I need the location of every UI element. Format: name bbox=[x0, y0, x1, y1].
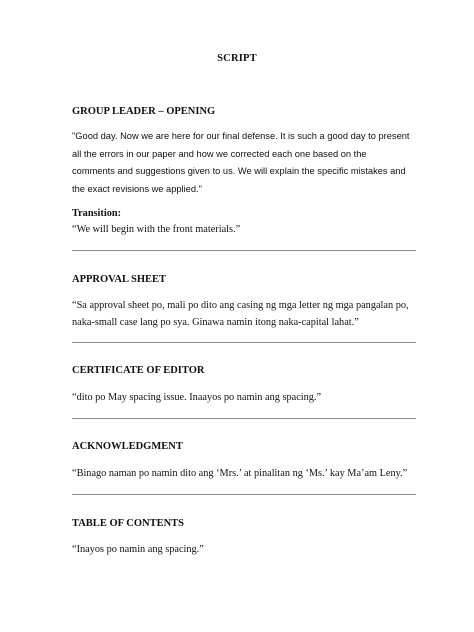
section-heading-opening: GROUP LEADER – OPENING bbox=[72, 106, 216, 117]
document-title: SCRIPT bbox=[217, 53, 257, 64]
acknowledgment-paragraph: “Binago naman po namin dito ang ‘Mrs.’ at pinalitan ng ‘Ms.’ kay Ma’am Leny.” bbox=[72, 468, 408, 479]
certificate-of-editor-paragraph: “dito po May spacing issue. Inaayos po namin ang spacing.” bbox=[72, 392, 322, 403]
approval-sheet-paragraph: “Sa approval sheet po, mali po dito ang casing ng mga letter ng mga pangalan po, naka-small case lang po sya. Ginawa namin itong naka-capital lahat.” bbox=[72, 300, 409, 328]
transition-text: “We will begin with the front materials.” bbox=[72, 224, 241, 235]
table-of-contents-paragraph: “Inayos po namin ang spacing.” bbox=[72, 544, 204, 555]
section-divider bbox=[72, 494, 416, 495]
section-heading-acknowledgment: ACKNOWLEDGMENT bbox=[72, 441, 183, 452]
section-heading-table-of-contents: TABLE OF CONTENTS bbox=[72, 518, 185, 529]
section-heading-certificate-of-editor: CERTIFICATE OF EDITOR bbox=[72, 365, 205, 376]
opening-paragraph: "Good day. Now we are here for our final defense. It is such a good day to present all the errors in our paper and how we corrected each one based on the comments and suggestions given to us. We will explain the specific mistakes and the exact revisions we applied." bbox=[72, 131, 410, 194]
section-divider bbox=[72, 418, 416, 419]
section-divider bbox=[72, 250, 416, 251]
transition-label: Transition: bbox=[72, 208, 122, 219]
section-divider bbox=[72, 342, 416, 343]
section-heading-approval-sheet: APPROVAL SHEET bbox=[72, 274, 167, 285]
